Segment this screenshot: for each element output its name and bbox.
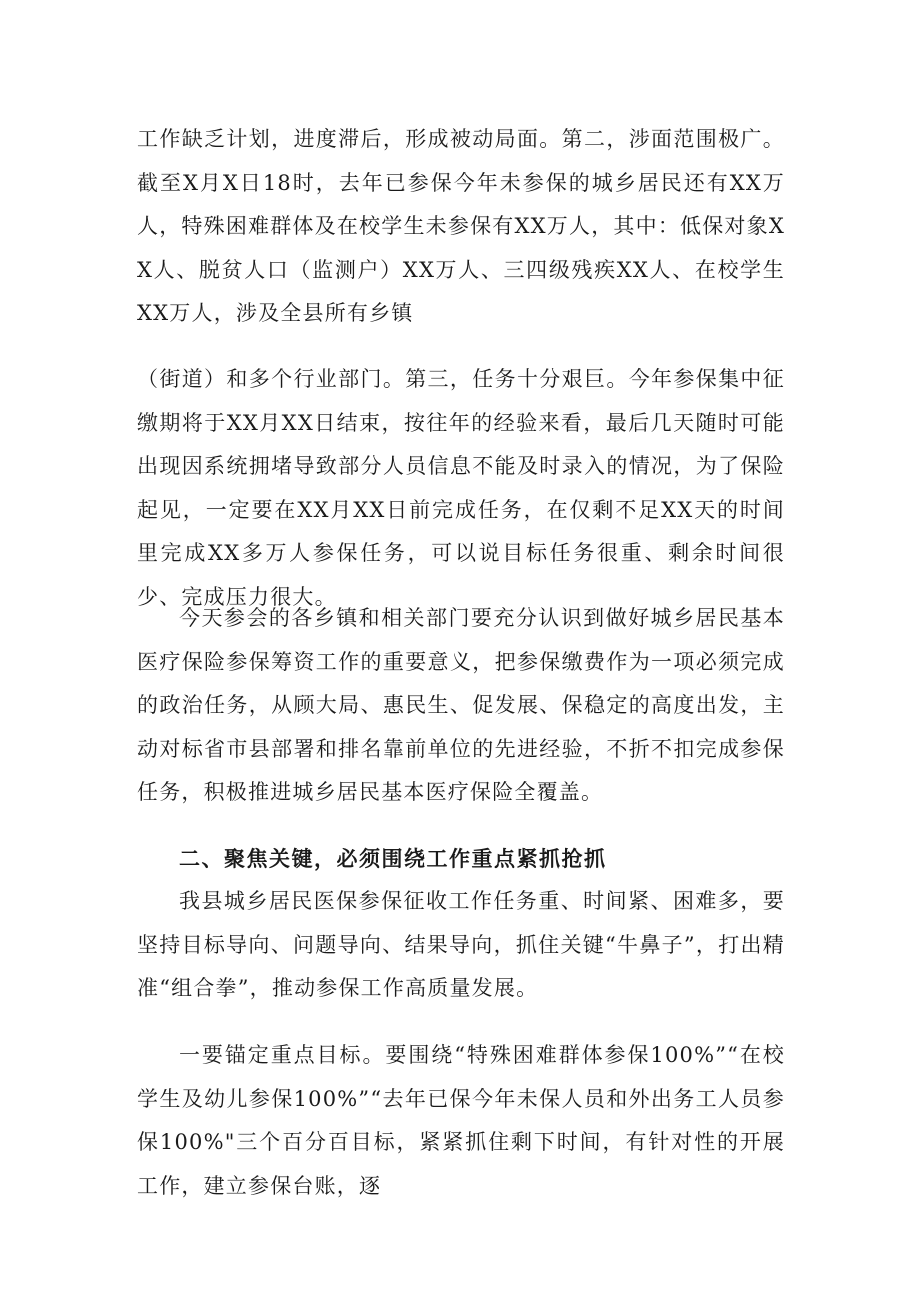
paragraph-1: 工作缺乏计划，进度滞后，形成被动局面。第二，涉面范围极广。截至X月X日18时，去年已参保今年未参保的城乡居民还有XX万人，特殊困难群体及在校学生未参保有XX万人，其中：低保对象XX人、脱贫人口（监测户）XX万人、三四级残疾XX人、在校学生XX万人，涉及全县所有乡镇 [137,127,785,325]
paragraph-5: 一要锚定重点目标。要围绕“特殊困难群体参保100%”“在校学生及幼儿参保100%”“去年已保今年未保人员和外出务工人员参保100%"三个百分百目标，紧紧抓住剩下时间，有针对性的开展工作，建立参保台账，逐 [137,1043,785,1198]
paragraph-2: （街道）和多个行业部门。第三，任务十分艰巨。今年参保集中征缴期将于XX月XX日结束，按往年的经验来看，最后几天随时可能出现因系统拥堵导致部分人员信息不能及时录入的情况，为了保险起见，一定要在XX月XX日前完成任务，在仅剩不足XX天的时间里完成XX多万人参保任务，可以说目标任务很重、剩余时间很少、完成压力很大。 [137,367,785,609]
paragraph-4: 我县城乡居民医保参保征收工作任务重、时间紧、困难多，要坚持目标导向、问题导向、结果导向，抓住关键“牛鼻子”，打出精准“组合拳”，推动参保工作高质量发展。 [137,889,785,1000]
section-heading: 二、聚焦关键，必须围绕工作重点紧抓抢抓 [179,846,607,871]
paragraph-3: 今天参会的各乡镇和相关部门要充分认识到做好城乡居民基本医疗保险参保筹资工作的重要意义，把参保缴费作为一项必须完成的政治任务，从顾大局、惠民生、促发展、保稳定的高度出发，主动对标省市县部署和排名靠前单位的先进经验，不折不扣完成参保任务，积极推进城乡居民基本医疗保险全覆盖。 [137,606,785,804]
